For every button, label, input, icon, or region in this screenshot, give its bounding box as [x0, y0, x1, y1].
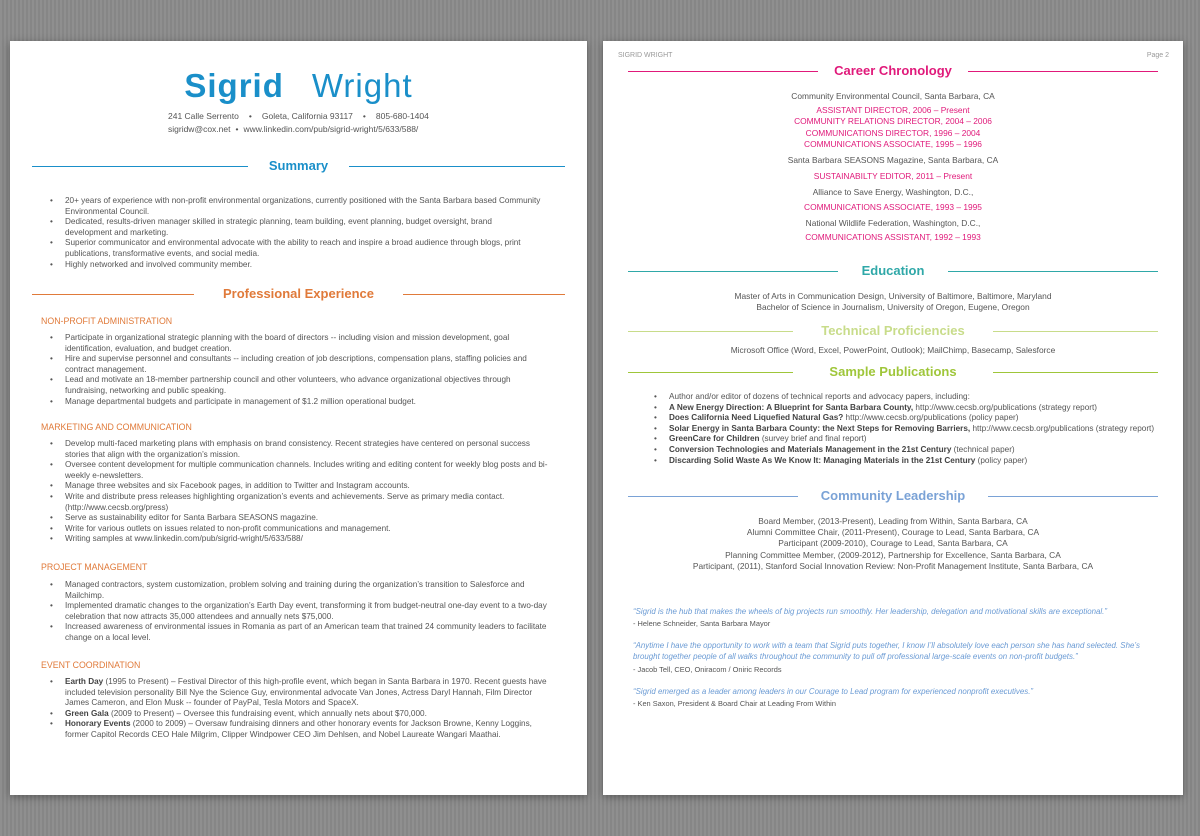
job-title: ASSISTANT DIRECTOR, 2006 – Present — [816, 105, 970, 116]
npa-list — [41, 333, 551, 407]
list-item: • Conversion Technologies and Materials Management in the 21st Century (technical paper) — [645, 445, 1165, 456]
job-title: COMMUNICATIONS ASSISTANT, 1992 – 1993 — [805, 232, 981, 243]
job-title: COMMUNICATIONS ASSOCIATE, 1995 – 1996 — [804, 138, 982, 149]
tech-list: Microsoft Office (Word, Excel, PowerPoint, Outlook); MailChimp, Basecamp, Salesforce — [730, 345, 1056, 355]
linkedin-url[interactable]: www.linkedin.com/pub/sigrid-wright/5/633/588/ — [243, 124, 419, 134]
ec-subhead: EVENT COORDINATION — [41, 660, 141, 670]
email[interactable]: sigridw@cox.net — [168, 124, 231, 134]
list-item: Planning Committee Member, (2009-2012), Partnership for Excellence, Santa Barbara, CA — [725, 549, 1061, 560]
pm-subhead: PROJECT MANAGEMENT — [41, 562, 148, 572]
list-item: • Participate in organizational strategic planning with the board of directors -- including vision and mission development, goal identification, evaluation, and budget creation. — [41, 333, 551, 354]
education-title: Education — [861, 263, 925, 278]
list-item: Alumni Committee Chair, (2011-Present), Courage to Lead, Santa Barbara, CA — [746, 527, 1040, 538]
community-header — [628, 488, 1158, 506]
list-item: • Lead and motivate an 18-member partnership council and other volunteers, who advance organizational objectives through fundraising, networking and public speaking. — [41, 375, 551, 396]
address: 241 Calle Serrento — [168, 111, 239, 121]
community-title: Community Leadership — [820, 488, 966, 503]
phone: 805-680-1404 — [375, 111, 429, 121]
list-item: • Earth Day (1995 to Present) – Festival Director of this high-profile event, which began in Santa Barbara in 1970. Recent guests have included television personality Bill Nye the Science Guy, environmental advocate Van Jones, Actress Daryl Hannah, Film Director James Cameron, and Elon Musk -- founder of PayPal, Tesla Motors and SpaceX. — [41, 677, 551, 709]
list-item: • Develop multi-faced marketing plans with emphasis on brand consistency. Recent strategies have centered on personal success stories that align with the organization’s mission. — [41, 439, 551, 460]
publications-list — [645, 392, 1165, 466]
page-header-name: SIGRID WRIGHT — [618, 52, 673, 59]
community-list — [603, 516, 1183, 572]
list-item: • Discarding Solid Waste As We Know It: Managing Materials in the 21st Century (policy paper) — [645, 456, 1165, 467]
resume-page-1 — [10, 41, 587, 795]
list-item: • Highly networked and involved community member. — [41, 260, 541, 271]
mc-list — [41, 439, 551, 545]
list-item: • Does California Need Liquefied Natural Gas? http://www.cecsb.org/publications (policy paper) — [645, 413, 1165, 424]
chronology-list — [603, 91, 1183, 243]
list-item: • Managed contractors, system customization, problem solving and training during the organization’s transition to Salesforce and Mailchimp. — [41, 580, 551, 601]
list-item: Participant, (2011), Stanford Social Innovation Review: Non-Profit Management Institute, Santa Barbara, CA — [692, 560, 1094, 571]
employer: National Wildlife Federation, Washington, D.C., — [805, 217, 981, 228]
testimonial-author: - Jacob Tell, CEO, Oniracom / Oniric Records — [633, 665, 782, 674]
testimonial-quote: “Anytime I have the opportunity to work with a team that Sigrid puts together, I know I’ll absolutely love each person she has hand selected. She’s brought together people of all walks throughout the community to pull off professional large-scale events on non-profit budgets.” — [633, 641, 1140, 661]
name-heading — [10, 67, 587, 105]
list-item: Board Member, (2013-Present), Leading from Within, Santa Barbara, CA — [758, 516, 1028, 526]
resume-page-2 — [603, 41, 1183, 795]
education-header — [628, 263, 1158, 281]
employer: Community Environmental Council, Santa Barbara, CA — [791, 91, 995, 101]
list-item: • Oversee content development for multiple communication channels. Includes writing and editing content for weekly blog posts and bi-weekly e-newsletters. — [41, 460, 551, 481]
chronology-header — [628, 63, 1158, 81]
contact-line-2: sigridw@cox.net • www.linkedin.com/pub/sigrid-wright/5/633/588/ — [168, 124, 419, 134]
job-title: COMMUNITY RELATIONS DIRECTOR, 2004 – 2006 — [794, 116, 992, 127]
ec-list — [41, 677, 551, 741]
list-item: • Hire and supervise personnel and consultants -- including creation of job descriptions, compensation plans, staffing policies and contract management. — [41, 354, 551, 375]
testimonial-quote: “Sigrid is the hub that makes the wheels of big projects run smoothly. Her leadership, delegation and motivational skills are exceptional.” — [633, 607, 1107, 616]
pm-list — [41, 580, 551, 644]
list-item: • Author and/or editor of dozens of technical reports and advocacy papers, including: — [645, 392, 1165, 403]
tech-header — [628, 323, 1158, 341]
list-item: • Write and distribute press releases highlighting organization’s events and achievements. Serve as primary media contact. (http://www.cecsb.org/press) — [41, 492, 551, 513]
testimonial-quote: “Sigrid emerged as a leader among leaders in our Courage to Lead program for experienced nonprofit executives.” — [633, 687, 1034, 696]
education-list — [603, 291, 1183, 313]
list-item: • Honorary Events (2000 to 2009) – Oversaw fundraising dinners and other honorary events for Jackson Browne, Kenny Loggins, former Capitol Records CEO Hale Milgrim, Clipper Windpower CEO Jim Dehlsen, and Nobel Laureate Wangari Maathai. — [41, 719, 551, 740]
list-item: • Writing samples at www.linkedin.com/pub/sigrid-wright/5/633/588/ — [41, 534, 551, 545]
list-item: • Manage three websites and six Facebook pages, in addition to Twitter and Instagram accounts. — [41, 481, 551, 492]
testimonial-author: - Ken Saxon, President & Board Chair at Leading From Within — [633, 699, 836, 708]
job-title: COMMUNICATIONS ASSOCIATE, 1993 – 1995 — [804, 201, 982, 212]
list-item: • Dedicated, results-driven manager skilled in strategic planning, team building, event planning, budget oversight, brand development and marketing. — [41, 217, 541, 238]
list-item: • Manage departmental budgets and participate in management of $1.2 million operational budget. — [41, 397, 551, 408]
tech-title: Technical Proficiencies — [821, 323, 965, 338]
list-item: • Green Gala (2009 to Present) – Oversee this fundraising event, which annually nets about $70,000. — [41, 709, 551, 720]
list-item: • Solar Energy in Santa Barbara County: the Next Steps for Removing Barriers, http://www.cecsb.org/publications (strategy report) — [645, 424, 1165, 435]
contact-line-1: 241 Calle Serrento • Goleta, California 93117 • 805-680-1404 — [168, 111, 429, 121]
publications-header — [628, 364, 1158, 382]
chronology-title: Career Chronology — [834, 63, 952, 78]
summary-list — [41, 196, 541, 270]
list-item: Participant (2009-2010), Courage to Lead, Santa Barbara, CA — [778, 538, 1008, 549]
degree: Master of Arts in Communication Design, University of Baltimore, Baltimore, Maryland — [734, 291, 1052, 301]
list-item: • 20+ years of experience with non-profit environmental organizations, currently positioned with the Santa Barbara based Community Environmental Council. — [41, 196, 541, 217]
mc-subhead: MARKETING AND COMMUNICATION — [41, 422, 192, 432]
job-title: COMMUNICATIONS DIRECTOR, 1996 – 2004 — [805, 127, 981, 138]
list-item: • Superior communicator and environmental advocate with the ability to reach and inspire a broad audience through blogs, print publications, transformative events, and social media. — [41, 238, 541, 259]
publications-title: Sample Publications — [829, 364, 957, 379]
testimonial-author: - Helene Schneider, Santa Barbara Mayor — [633, 619, 771, 628]
city: Goleta, California 93117 — [261, 111, 353, 121]
employer: Santa Barbara SEASONS Magazine, Santa Barbara, CA — [787, 155, 999, 166]
experience-header — [32, 286, 565, 304]
summary-title: Summary — [268, 158, 329, 173]
summary-header — [32, 158, 565, 176]
list-item: • Increased awareness of environmental issues in Romania as part of an American team that trained 24 community leaders to facilitate change on a local level. — [41, 622, 551, 643]
list-item: • A New Energy Direction: A Blueprint for Santa Barbara County, http://www.cecsb.org/publications (strategy report) — [645, 403, 1165, 414]
last-name: Wright — [311, 67, 413, 104]
list-item: • Serve as sustainability editor for Santa Barbara SEASONS magazine. — [41, 513, 551, 524]
list-item: • Write for various outlets on issues related to non-profit communications and management. — [41, 524, 551, 535]
employer: Alliance to Save Energy, Washington, D.C., — [812, 187, 974, 198]
job-title: SUSTAINABILTY EDITOR, 2011 – Present — [813, 171, 973, 182]
list-item: • GreenCare for Children (survey brief and final report) — [645, 434, 1165, 445]
page-number: Page 2 — [1146, 52, 1169, 59]
experience-title: Professional Experience — [222, 286, 374, 301]
npa-subhead: NON-PROFIT ADMINISTRATION — [41, 316, 173, 326]
degree: Bachelor of Science in Journalism, University of Oregon, Eugene, Oregon — [756, 302, 1030, 313]
list-item: • Implemented dramatic changes to the organization’s Earth Day event, transforming it from budget-neutral one-day event to a two-day celebration that now attracts 35,000 attendees and annually nets $75,000. — [41, 601, 551, 622]
first-name: Sigrid — [184, 67, 284, 104]
